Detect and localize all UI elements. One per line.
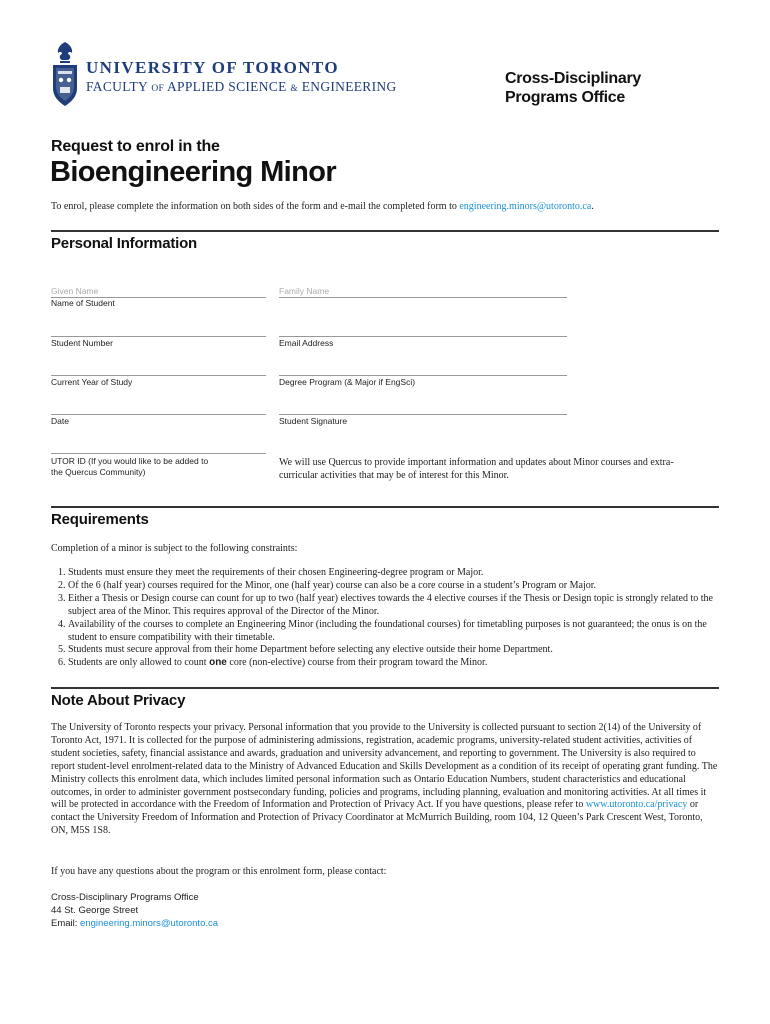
degree-program-label: Degree Program (& Major if EngSci) [279,377,416,387]
contact-office: Cross-Disciplinary Programs Office [51,892,199,903]
requirement-item: 5. Students must secure approval from their home Department before selecting any elective outside their home Department. [68,644,738,657]
name-of-student-label: Name of Student [51,298,115,308]
intro-text [51,201,594,212]
requirements-lead: Completion of a minor is subject to the following constraints: [51,543,298,554]
requirement-item: 3. Either a Thesis or Design course can count for up to two (half year) electives towards the 4 elective courses if the Thesis or Design topic is strongly related to the subject area of the Minor. This requires approval of the Director of the Minor. [68,593,738,619]
faculty-name-part: ENGINEERING [301,79,397,94]
signature-label: Student Signature [279,416,348,426]
email-address-field[interactable] [279,336,567,337]
intro-email-link[interactable]: engineering.minors@utoronto.ca [459,201,592,212]
faculty-name-part: APPLIED SCIENCE [167,79,287,94]
privacy-text: The University of Toronto respects your privacy. Personal information that you provide to the University is collected pursuant to section 2(14) of the University of Toronto Act, 1971. It is collected for the purpose of administering admissions, registration, academic programs, university-related student activities, activities of student societies, safety, financial assistance and awards, graduation and university advancement, and reporting to government. The University is also required to report student-level enrolment-related data to the Ministry of Advanced Education and Skills Development as a condition of its receipt of operating grant funding. The Ministry collects this enrolment data, which includes limited personal information such as Ontario Education Numbers, student characteristics and educational outcomes, in order to administer government postsecondary funding, policies and programs, including planning, evaluation and monitoring activities. At all times it will be protected in accordance with the Freedom of Information and Protection of Privacy Act. If you have questions, please refer to [51,722,718,811]
family-name-placeholder: Family Name [279,286,330,296]
questions-text: If you have any questions about the program or this enrolment form, please contact: [51,866,387,877]
utor-id-field[interactable] [51,453,266,454]
contact-email-link[interactable]: engineering.minors@utoronto.ca [80,917,219,929]
utor-id-label-line: the Quercus Community) [51,467,146,477]
office-name-line: Cross-Disciplinary [505,70,641,87]
date-label: Date [51,416,69,426]
requirement-text: core (non-elective) course from their program toward the Minor. [226,657,488,669]
privacy-text: or contact the University Freedom of Information and Protection of Privacy Coordinator at McMurrich Building, room 104, 12 Queen’s Park Crescent West, Toronto, ON, M5S 1S8. [51,799,703,837]
contact-email-line [51,918,218,931]
office-name [505,69,641,107]
section-divider [51,687,719,689]
section-divider [51,230,719,232]
signature-field[interactable] [279,414,567,415]
student-number-field[interactable] [51,336,266,337]
requirement-item: 4. Availability of the courses to complete an Engineering Minor (including the foundational courses) for timetabling purposes is not guaranteed; the onus is on the student to ensure compatibility with their timetable. [68,619,738,645]
given-name-placeholder: Given Name [51,286,99,296]
family-name-field[interactable] [279,297,567,298]
quercus-note: We will use Quercus to provide important information and updates about Minor courses and extra-curricular activities that may be of interest for this Minor. [279,457,674,481]
student-number-label: Student Number [51,338,113,348]
email-address-label: Email Address [279,338,334,348]
faculty-name-amp: & [290,84,299,94]
section-divider [51,506,719,508]
requirements-list [51,567,738,670]
contact-email-label: Email: [51,917,81,929]
requirements-heading: Requirements [51,511,149,528]
year-of-study-label: Current Year of Study [51,377,133,387]
contact-street: 44 St. George Street [51,904,139,916]
university-crest-icon [51,40,79,108]
year-of-study-field[interactable] [51,375,266,376]
requirement-item [68,657,738,670]
page-title: Bioengineering Minor [50,156,337,188]
utor-id-label [51,456,208,478]
faculty-name [86,79,397,95]
intro-text-end: . [591,201,594,212]
requirement-item: 2. Of the 6 (half year) courses required for the Minor, one (half year) course can also be a core course in a student’s Program or Major. [68,580,738,593]
privacy-link[interactable]: www.utoronto.ca/privacy [585,799,688,811]
date-field[interactable] [51,414,266,415]
requirement-emphasis: one [209,657,227,669]
faculty-name-of: OF [151,84,165,94]
university-name: UNIVERSITY OF TORONTO [86,58,339,77]
requirement-item: 1. Students must ensure they meet the requirements of their chosen Engineering-degree program or Major. [68,567,738,580]
contact-block [51,892,218,930]
intro-text-body: To enrol, please complete the information on both sides of the form and e-mail the completed form to [51,201,460,212]
faculty-name-part: FACULTY [86,79,148,94]
privacy-paragraph [51,722,719,838]
requirement-text: Students are only allowed to count [68,657,210,669]
utor-id-label-line: UTOR ID (If you would like to be added to [51,456,209,466]
request-heading: Request to enrol in the [51,138,220,155]
degree-program-field[interactable] [279,375,567,376]
personal-info-heading: Personal Information [51,235,198,252]
privacy-heading: Note About Privacy [51,692,186,709]
office-name-line: Programs Office [505,89,625,106]
